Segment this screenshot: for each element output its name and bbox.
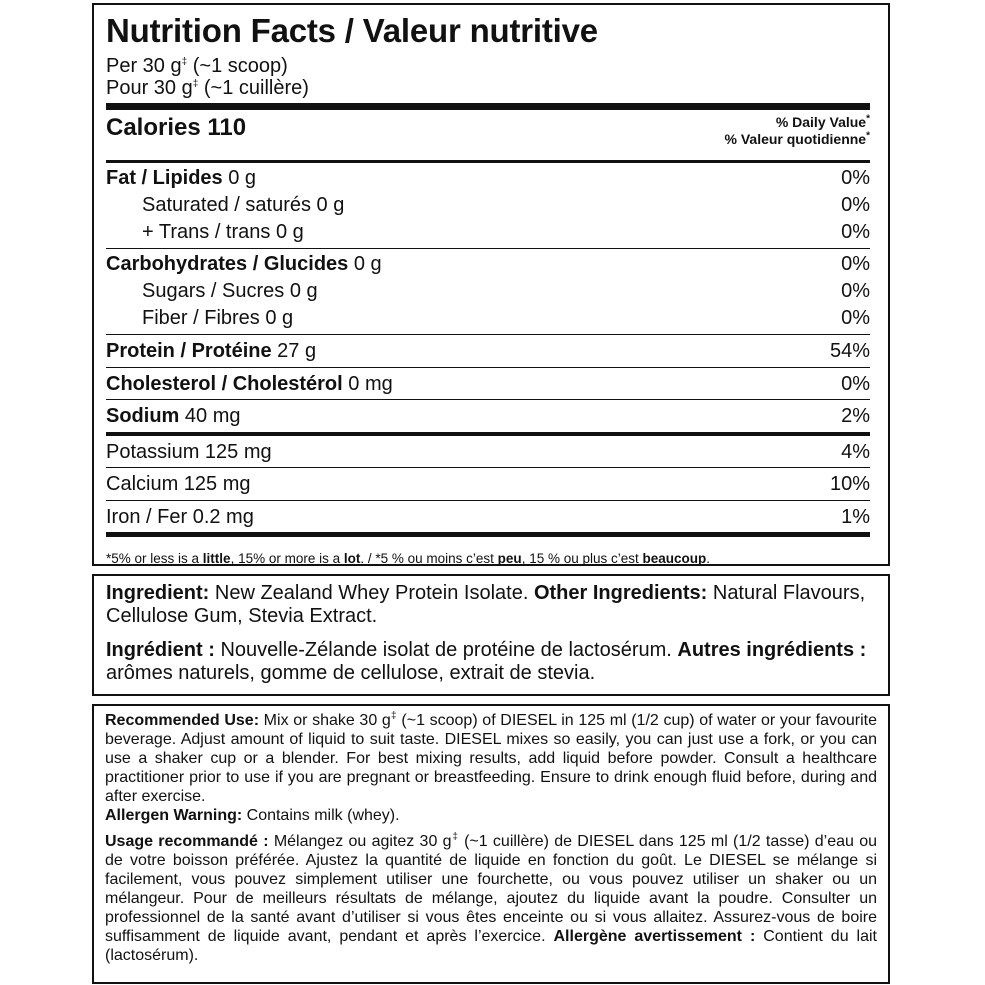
serving-size-en: Per 30 g‡ (~1 scoop) xyxy=(106,55,288,77)
calories-row xyxy=(106,110,870,160)
usage-panel xyxy=(92,704,890,984)
nutrition-title: Nutrition Facts / Valeur nutritive xyxy=(106,12,598,49)
thick-divider xyxy=(106,103,870,110)
nutrient-row-sodium: Sodium 40 mg 2% xyxy=(106,405,870,427)
nutrient-row-saturated: Saturated / saturés 0 g 0% xyxy=(142,194,870,216)
nutrient-row-potassium: Potassium 125 mg 4% xyxy=(106,440,870,463)
nutrient-row-fat: Fat / Lipides 0 g 0% xyxy=(106,167,870,189)
nutrient-row-trans: + Trans / trans 0 g 0% xyxy=(142,220,870,243)
recommended-use-en: Recommended Use: Mix or shake 30 g‡ (~1 scoop) of DIESEL in 125 ml (1/2 cup) of water or your favourite beverage. Adjust amount of liquid to suit taste. DIESEL mixes so easily, you can just use a fork, or you can use a shaker cup or a blender. For best mixing results, add liquid before powder. Consult a healthcare practitioner prior to use if you are pregnant or breastfeeding. Ensure to drink enough fluid before, during and after exercise. xyxy=(105,710,877,805)
allergen-warning-en: Allergen Warning: Contains milk (whey). xyxy=(105,807,400,824)
nutrient-row-protein: Protein / Protéine 27 g 54% xyxy=(106,340,870,362)
thick-divider xyxy=(106,532,870,537)
serving-size-fr: Pour 30 g‡ (~1 cuillère) xyxy=(106,77,309,99)
ingredients-panel xyxy=(92,574,890,696)
calories: Calories 110 xyxy=(106,114,247,141)
nutrition-facts-panel xyxy=(92,3,890,566)
nutrient-row-carbohydrates: Carbohydrates / Glucides 0 g 0% xyxy=(106,253,870,275)
nutrient-row-iron: Iron / Fer 0.2 mg 1% xyxy=(106,505,870,528)
daily-value-header: % Daily Value* % Valeur quotidienne* xyxy=(724,113,870,147)
recommended-use-fr: Usage recommandé : Mélangez ou agitez 30 g‡ (~1 cuillère) de DIESEL dans 125 ml (1/2 tasse) d’eau ou de votre boisson préférée. Ajustez la quantité de liquide en fonction du goût. Le DIESEL se mélange si facilement, vous pouvez simplement utiliser une fourchette, ou vous pouvez utiliser un shaker ou un mélangeur. Pour de meilleurs résultats de mélange, ajoutez du liquide avant la poudre. Consulter un professionnel de la santé avant d’utiliser si vous êtes enceinte ou si vous allaitez. Assurez-vous de boire suffisamment de liquide avant, pendant et après l’exercice. Allergène avertissement : Contient du lait (lactosérum). xyxy=(105,831,877,964)
nutrient-row-cholesterol: Cholesterol / Cholestérol 0 mg 0% xyxy=(106,372,870,395)
nutrient-row-calcium: Calcium 125 mg 10% xyxy=(106,473,870,495)
nutrient-row-sugars: Sugars / Sucres 0 g 0% xyxy=(142,280,870,302)
ingredients-fr: Ingrédient : Nouvelle-Zélande isolat de protéine de lactosérum. Autres ingrédients : arômes naturels, gomme de cellulose, extrait de stevia. xyxy=(106,639,867,684)
ingredients-en: Ingredient: New Zealand Whey Protein Isolate. Other Ingredients: Natural Flavours, Cellulose Gum, Stevia Extract. xyxy=(106,582,866,627)
daily-value-footnote: *5% or less is a little, 15% or more is a lot. / *5 % ou moins c’est peu, 15 % ou plus c’est beaucoup. xyxy=(106,551,711,566)
nutrient-row-fiber: Fiber / Fibres 0 g 0% xyxy=(142,306,870,329)
